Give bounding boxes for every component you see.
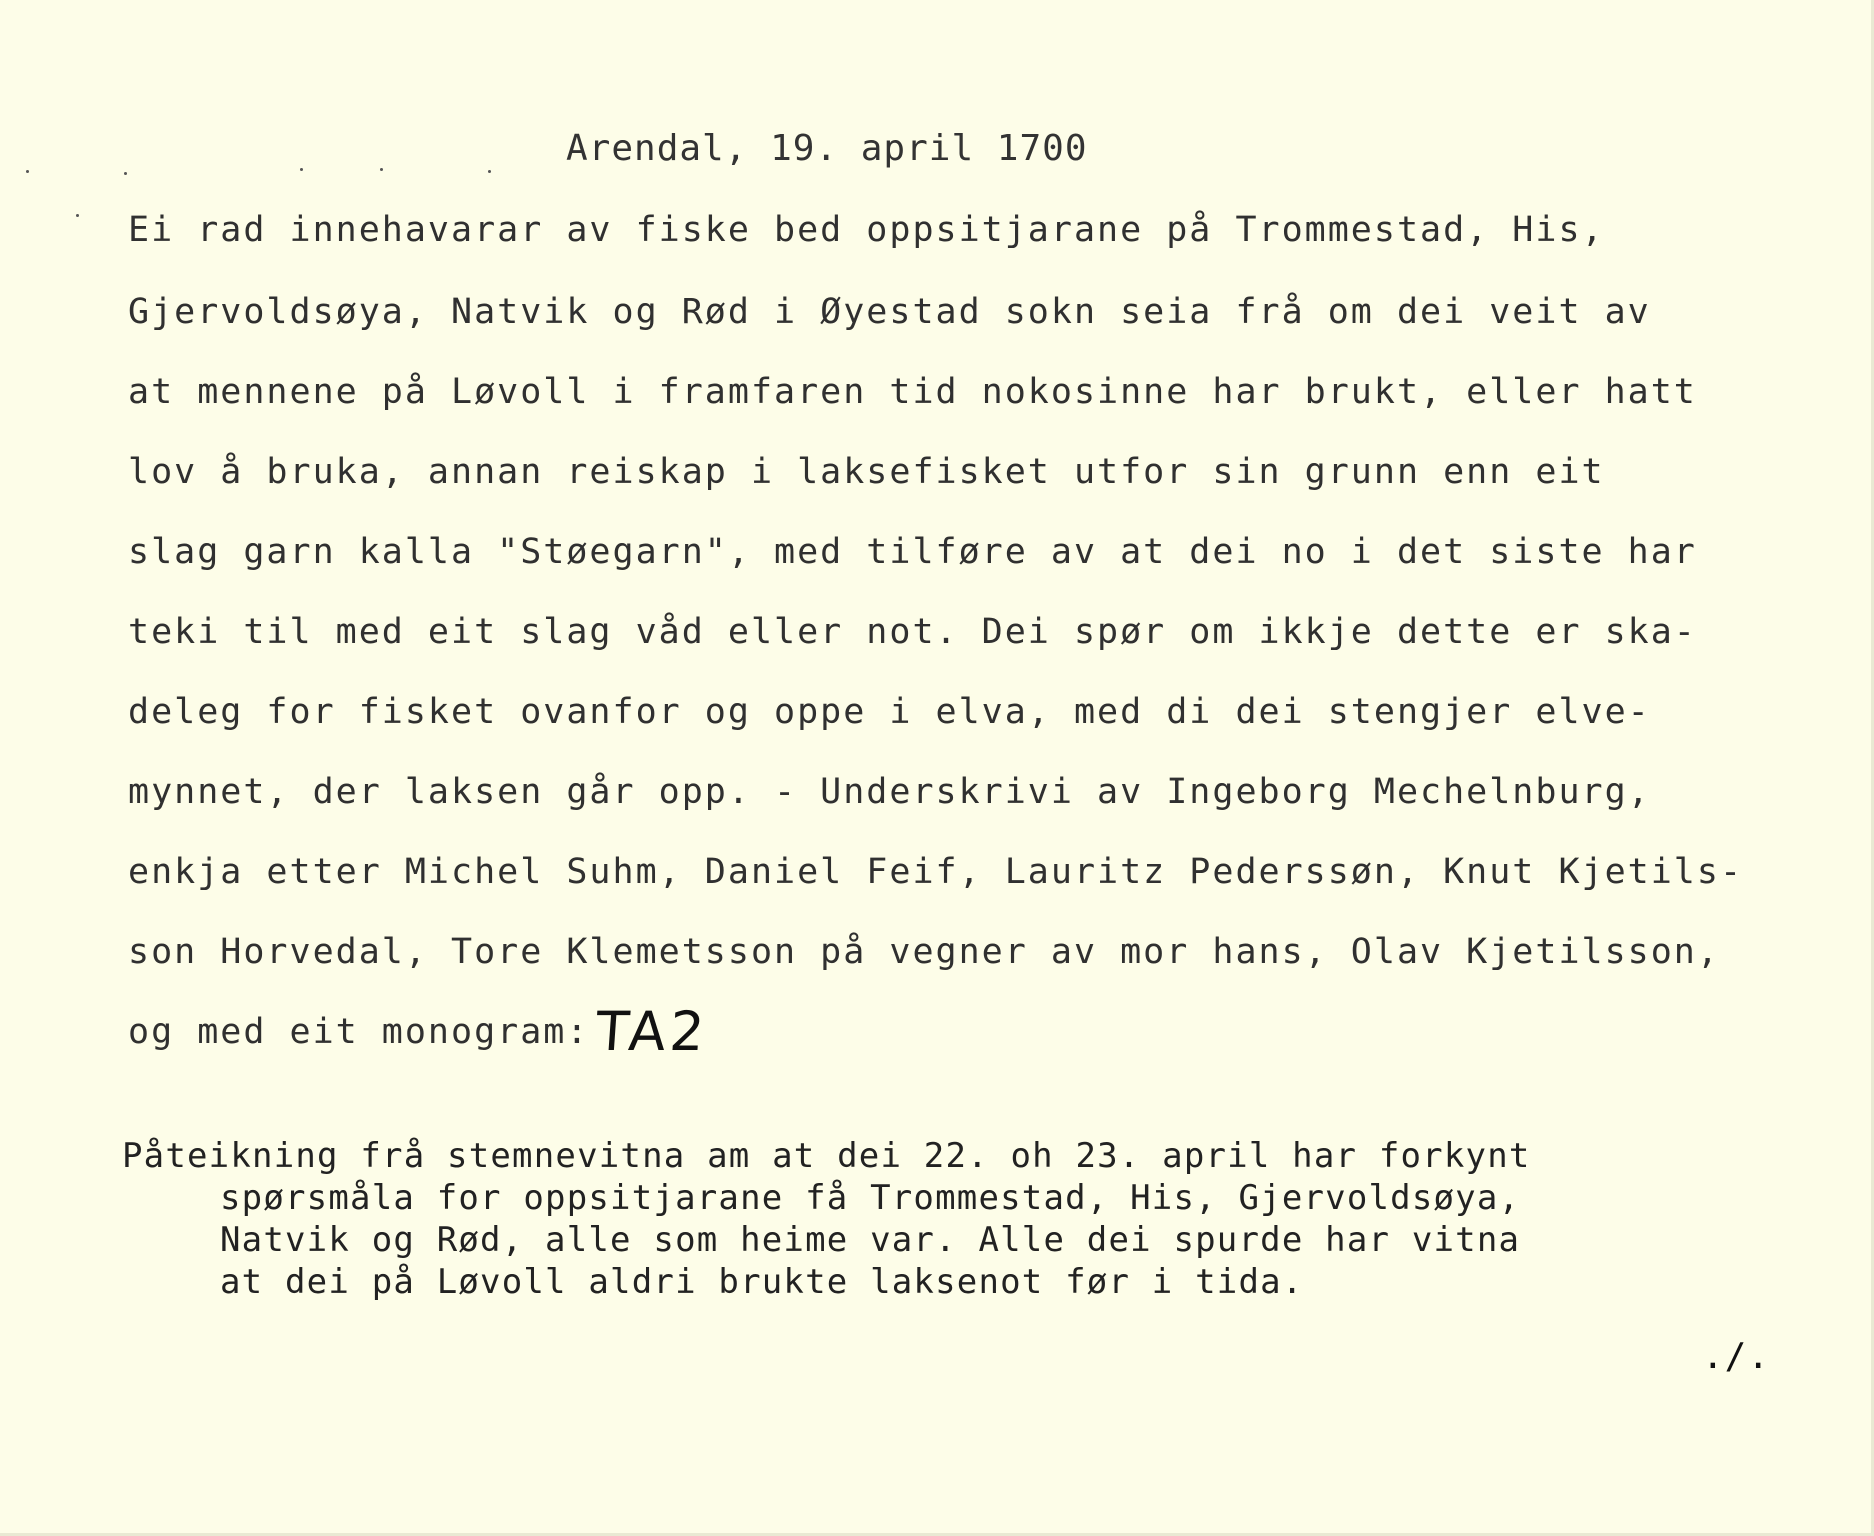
body-line: at mennene på Løvoll i framfaren tid nokosinne har brukt, eller hatt: [128, 372, 1697, 412]
body-line: teki til med eit slag våd eller not. Dei spør om ikkje dette er ska-: [128, 612, 1697, 652]
date-line: Arendal, 19. april 1700: [566, 128, 1088, 169]
body-line: Gjervoldsøya, Natvik og Rød i Øyestad sokn seia frå om dei veit av: [128, 292, 1651, 332]
handwritten-monogram: TA2: [593, 1000, 711, 1063]
paper-speck: [124, 172, 127, 175]
paper-speck: [300, 168, 303, 171]
body-line: mynnet, der laksen går opp. - Underskrivi av Ingeborg Mechelnburg,: [128, 772, 1651, 812]
body-line: son Horvedal, Tore Klemetsson på vegner av mor hans, Olav Kjetilsson,: [128, 932, 1720, 972]
body-line: slag garn kalla "Støegarn", med tilføre av at dei no i det siste har: [128, 532, 1697, 572]
paper-speck: [380, 168, 383, 171]
annotation-line: Natvik og Rød, alle som heime var. Alle dei spurde har vitna: [220, 1220, 1521, 1260]
paper-speck: [26, 170, 29, 173]
end-mark: ./.: [1702, 1336, 1771, 1377]
body-line: lov å bruka, annan reiskap i laksefisket utfor sin grunn enn eit: [128, 452, 1605, 492]
paper-speck: [488, 170, 491, 173]
body-line: deleg for fisket ovanfor og oppe i elva, med di dei stengjer elve-: [128, 692, 1651, 732]
annotation-line: Påteikning frå stemnevitna am at dei 22. oh 23. april har forkynt: [122, 1136, 1531, 1176]
annotation-line: at dei på Løvoll aldri brukte laksenot før i tida.: [220, 1262, 1304, 1302]
paper-speck: [76, 214, 79, 217]
body-line: og med eit monogram:: [128, 1012, 590, 1052]
body-line: enkja etter Michel Suhm, Daniel Feif, Lauritz Pederssøn, Knut Kjetils-: [128, 852, 1744, 892]
annotation-line: spørsmåla for oppsitjarane få Trommestad, His, Gjervoldsøya,: [220, 1178, 1521, 1218]
body-line: Ei rad innehavarar av fiske bed oppsitjarane på Trommestad, His,: [128, 210, 1605, 250]
